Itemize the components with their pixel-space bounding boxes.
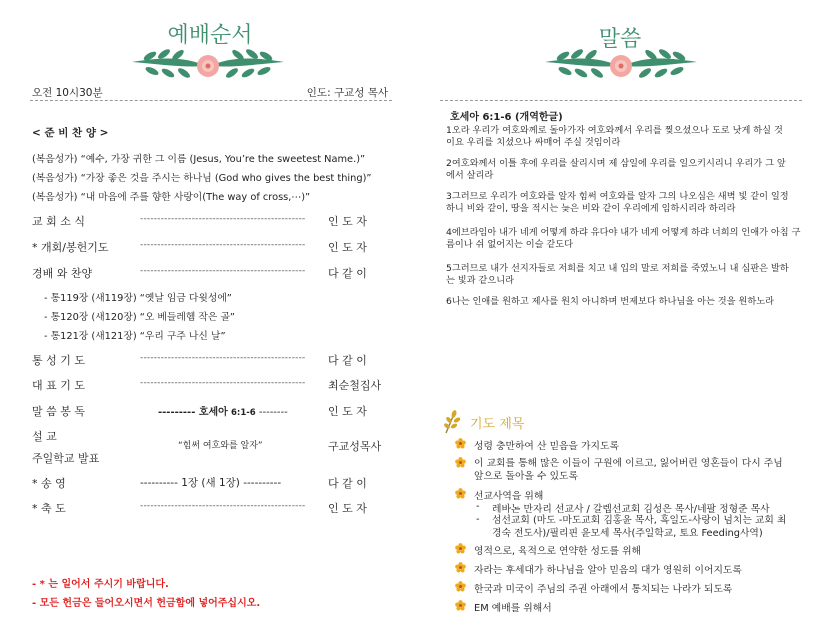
- verse-4: [446, 227, 801, 251]
- hymn-120: - 통120장 (새120장) “오 베들레헴 작은 골”: [44, 312, 235, 323]
- order-label-sunday-school: 주일학교 발표: [32, 452, 100, 465]
- flower-bullet-icon: [455, 562, 466, 573]
- dotted-leader: ------------------------------------------------: [140, 214, 305, 224]
- verse-2: [446, 158, 791, 182]
- verse-3: [446, 191, 791, 215]
- order-role-representative-prayer: 최순철집사: [328, 379, 382, 392]
- order-role-praise: 다 같 이: [328, 267, 367, 280]
- mission-dash: -: [476, 501, 480, 512]
- verse-text: 나는 인애를 원하고 제사를 원치 아니하며 번제보다 하나님을 아는 것을 원하노라: [451, 296, 774, 307]
- order-role-group-prayer: 다 같 이: [328, 354, 367, 367]
- order-label-group-prayer: 통 성 기 도: [32, 354, 85, 367]
- order-label-scripture-reading: 말 씀 봉 독: [32, 405, 85, 418]
- dotted-leader: ------------------------------------------------: [140, 266, 305, 276]
- wheat-icon: [440, 408, 464, 434]
- order-label-doxology: * 송 영: [32, 477, 66, 490]
- scripture-divider: [440, 100, 802, 101]
- scripture-passage: [158, 403, 288, 418]
- dotted-leader: ------------------------------------------------: [140, 378, 305, 388]
- verse-number: 3: [446, 191, 452, 202]
- order-label-opening-prayer: * 개회/봉헌기도: [32, 241, 109, 254]
- flower-bullet-icon: [455, 438, 466, 449]
- order-role-sermon: 구교성목사: [328, 440, 382, 453]
- scripture-passage-heading: 호세아 6:1-6 (개역한글): [450, 112, 563, 123]
- prayer-item-1: 성령 충만하여 산 믿음을 가지도록: [474, 441, 619, 452]
- verse-number: 1: [446, 125, 452, 136]
- order-label-representative-prayer: 대 표 기 도: [32, 379, 85, 392]
- flower-bullet-icon: [455, 488, 466, 499]
- header-divider: [30, 100, 392, 101]
- service-leader: 인도: 구교성 목사: [306, 87, 388, 99]
- flower-bullet-icon: [455, 600, 466, 611]
- verse-number: 2: [446, 158, 452, 169]
- prep-song-2: (복음성가) “가장 좋은 것을 주시는 하나님 (God who gives the best thing)”: [32, 173, 372, 184]
- service-time: 오전 10시30분: [32, 87, 103, 99]
- order-role-doxology: 다 같 이: [328, 477, 367, 490]
- hymn-119: - 통119장 (새119장) “옛날 임금 다윗성에”: [44, 293, 232, 304]
- doxology-hymn: ---------- 1장 (새 1장) ----------: [140, 477, 282, 489]
- prep-song-3: (복음성가) “내 마음에 주를 향한 사랑이(The way of cross,⋯)”: [32, 192, 311, 203]
- verse-number: 4: [446, 227, 452, 238]
- order-role-opening-prayer: 인 도 자: [328, 241, 367, 254]
- prayer-item-6: 한국과 미국이 주님의 주권 아래에서 통치되는 나라가 되도록: [474, 584, 733, 595]
- mission-item-2: 섬선교회 (마도 -마도교회 김홍윤 목사, 흑일도-사랑이 넘치는 교회 최경숙 전도사)/필리핀 윤모세 목사(주일학교, 토요 Feeding사역): [492, 515, 787, 539]
- note-stand: - * 는 일어서 주시기 바랍니다.: [32, 579, 169, 590]
- prayer-item-7: EM 예배를 위해서: [474, 603, 552, 614]
- order-label-benediction: * 축 도: [32, 502, 66, 515]
- flower-bullet-icon: [455, 457, 466, 468]
- verse-5: [446, 263, 791, 287]
- floral-ornament-right: [541, 44, 701, 84]
- mission-dash: -: [476, 514, 480, 525]
- dotted-leader: ------------------------------------------------: [140, 501, 305, 511]
- prep-songs-heading: < 준 비 찬 양 >: [32, 127, 109, 139]
- order-role-church-news: 인 도 자: [328, 215, 367, 228]
- dotted-leader: ------------------------------------------------: [140, 353, 305, 363]
- prayer-item-4: 영적으로, 육적으로 연약한 성도를 위해: [474, 546, 641, 557]
- flower-bullet-icon: [455, 581, 466, 592]
- sermon-title: “힘써 여호와를 알자”: [178, 441, 263, 451]
- prayer-item-3: 선교사역을 위해: [474, 491, 544, 502]
- scripture-ref: 6:1-6: [231, 408, 256, 418]
- order-of-worship-title: 예배순서: [167, 23, 253, 48]
- prep-song-1: (복음성가) “예수, 가장 귀한 그 이름 (Jesus, You’re the sweetest Name.)”: [32, 154, 366, 165]
- verse-text: 그러므로 내가 선지자들로 저희를 치고 내 입의 말로 저희를 죽였노니 내 심판은 발하는 빛과 같으니라: [446, 263, 789, 286]
- verse-6: [446, 296, 801, 308]
- verse-1: [446, 125, 791, 149]
- prayer-requests-title: 기도 제목: [470, 417, 525, 432]
- order-label-sermon: 설 교: [32, 430, 57, 443]
- hymn-121: - 통121장 (새121장) “우리 구주 나신 날”: [44, 331, 226, 342]
- mission-item-1: 레바논 만자리 선교사 / 갈렙선교회 김성은 목사/네팔 정형준 목사: [492, 504, 770, 515]
- scripture-title: 말씀: [598, 27, 642, 52]
- scripture-dash: --------: [258, 407, 288, 418]
- dotted-leader: ------------------------------------------------: [140, 240, 305, 250]
- prayer-item-5: 자라는 후세대가 하나님을 알아 믿음의 대가 영원히 이어지도록: [474, 565, 742, 576]
- floral-ornament-left: [128, 44, 288, 84]
- note-offering: - 모든 헌금은 들어오시면서 헌금함에 넣어주십시오.: [32, 598, 261, 609]
- order-label-church-news: 교 회 소 식: [32, 215, 85, 228]
- verse-number: 5: [446, 263, 452, 274]
- verse-text: 오라 우리가 여호와께로 돌아가자 여호와께서 우리를 찢으셨으나 도로 낫게 하실 것이요 우리를 치셨으나 싸매어 주실 것임이라: [446, 125, 783, 148]
- verse-text: 여호와께서 이틀 후에 우리를 살리시며 제 삼일에 우리를 일으키시리니 우리가 그 앞에서 살리라: [446, 158, 786, 181]
- prayer-item-2: 이 교회를 통해 많은 이들이 구원에 이르고, 잃어버린 영혼들이 다시 주님 앞으로 돌아올 수 있도록: [474, 458, 783, 482]
- scripture-book: --------- 호세아: [158, 407, 228, 418]
- verse-text: 에브라임아 내가 네게 어떻게 하랴 유다야 내가 네게 어떻게 하랴 너희의 인애가 아침 구름이나 쉬 없어지는 이슬 같도다: [446, 227, 801, 250]
- order-label-praise: 경배 와 찬양: [32, 267, 93, 280]
- verse-text: 그러므로 우리가 여호와를 알자 힘써 여호와를 알자 그의 나오심은 새벽 빛 같이 일정하니 비와 같이, 땅을 적시는 늦은 비와 같이 우리에게 임하시리라 하리라: [446, 191, 789, 214]
- order-role-scripture-reading: 인 도 자: [328, 405, 367, 418]
- verse-number: 6: [446, 296, 452, 307]
- flower-bullet-icon: [455, 543, 466, 554]
- order-role-benediction: 인 도 자: [328, 502, 367, 515]
